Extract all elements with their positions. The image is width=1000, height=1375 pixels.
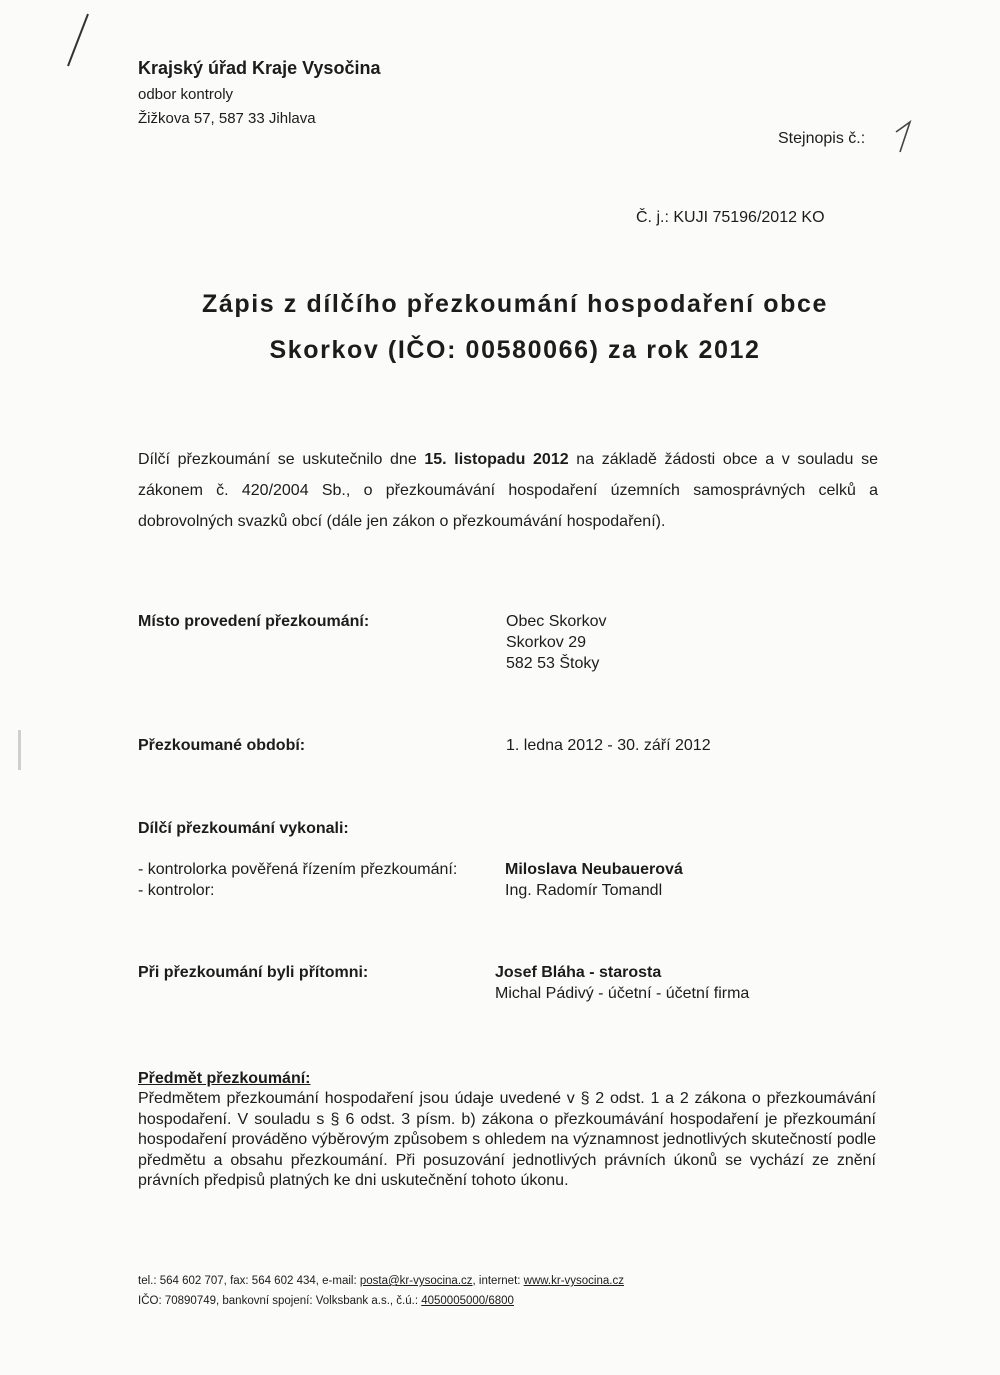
place-line1: Obec Skorkov (506, 613, 607, 630)
handwritten-copy-number (890, 118, 918, 156)
footer-contacts-prefix: tel.: 564 602 707, fax: 564 602 434, e-mail: (138, 1275, 360, 1287)
document-title-line1: Zápis z dílčího přezkoumání hospodaření obce (201, 290, 829, 318)
footer-contacts (138, 1275, 624, 1287)
inspector-name-1: Miloslava Neubauerová (505, 861, 683, 878)
footer-bank (138, 1295, 514, 1307)
period-label: Přezkoumané období: (138, 737, 306, 754)
intro-text-start: Dílčí přezkoumání se uskutečnilo dne (138, 451, 425, 468)
footer-website-link[interactable]: www.kr-vysocina.cz (523, 1275, 624, 1287)
handwritten-slash-mark (62, 12, 92, 68)
scan-edge-mark (18, 730, 21, 770)
inspector-role-1: - kontrolorka pověřená řízením přezkoumání: (138, 861, 458, 878)
document-title-line2: Skorkov (IČO: 00580066) za rok 2012 (269, 336, 761, 364)
inspector-name-2: Ing. Radomír Tomandl (505, 882, 663, 899)
footer-bank-prefix: IČO: 70890749, bankovní spojení: Volksbank a.s., č.ú.: (138, 1295, 422, 1307)
inspector-role-2: - kontrolor: (138, 882, 215, 899)
footer-account-number: 4050005000/6800 (421, 1295, 514, 1307)
inspectors-label: Dílčí přezkoumání vykonali: (138, 820, 349, 837)
present-person-1: Josef Bláha - starosta (495, 964, 662, 981)
place-line3: 582 53 Štoky (506, 655, 600, 672)
copy-label: Stejnopis č.: (778, 130, 866, 147)
present-person-2: Michal Pádivý - účetní - účetní firma (495, 985, 750, 1002)
subject-heading: Předmět přezkoumání: (138, 1070, 311, 1087)
place-label: Místo provedení přezkoumání: (138, 613, 370, 630)
inspection-date: 15. listopadu 2012 (424, 451, 569, 468)
subject-paragraph: Předmětem přezkoumání hospodaření jsou údaje uvedené v § 2 odst. 1 a 2 zákona o přezkoumávání hospodaření. V souladu s § 6 odst. 3 písm. b) zákona o přezkoumávání hospodaření je přezkoumání hospodaření prováděno výběrovým způsobem s ohledem na významnost jednotlivých skutečností podle předmětu a obsahu přezkoumání. Při posuzování jednotlivých právních úkonů se vychází ze znění právních předpisů platných ke dni uskutečnění tohoto úkonu. (138, 1090, 876, 1189)
issuer-department: odbor kontroly (138, 86, 234, 103)
footer-internet-prefix: , internet: (472, 1275, 524, 1287)
issuer-address: Žižkova 57, 587 33 Jihlava (138, 110, 316, 127)
intro-text-end: na základě žádosti obce a v souladu se zákonem č. 420/2004 Sb., o přezkoumávání hospodaření územních samosprávných celků a dobrovolných svazků obcí (dále jen zákon o přezkoumávání hospodaření). (138, 451, 878, 530)
intro-paragraph (138, 444, 878, 537)
issuer-name: Krajský úřad Kraje Vysočina (138, 58, 381, 78)
present-label: Při přezkoumání byli přítomni: (138, 964, 369, 981)
footer-email-link[interactable]: posta@kr-vysocina.cz (359, 1275, 473, 1287)
reference-number: Č. j.: KUJI 75196/2012 KO (636, 209, 825, 226)
place-line2: Skorkov 29 (506, 634, 587, 651)
period-value: 1. ledna 2012 - 30. září 2012 (506, 737, 711, 754)
